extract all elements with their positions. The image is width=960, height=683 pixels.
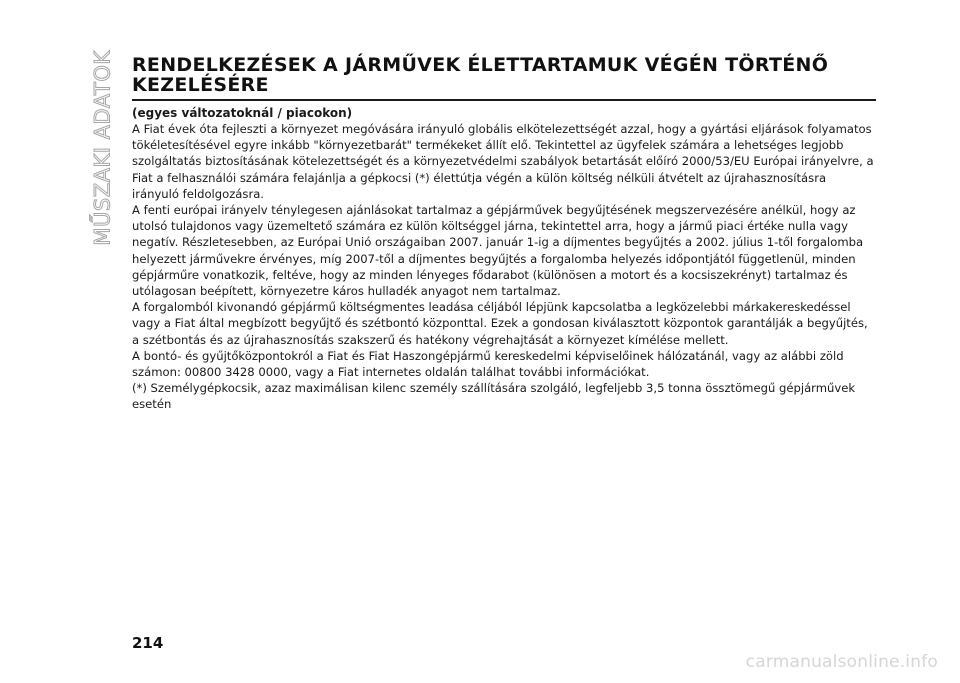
section-side-tab-label: MŰSZAKI ADATOK bbox=[91, 50, 115, 246]
footnote-paragraph: (*) Személygépkocsik, azaz maximálisan kilenc személy szállítására szolgáló, legfeljebb 3,5 tonna össztömegű gépjárművek esetén bbox=[132, 381, 856, 412]
body-paragraph: A forgalomból kivonandó gépjármű költségmentes leadása céljából lépjünk kapcsolatba a legközelebbi márkakereskedéssel vagy a Fiat által megbízott begyűjtő és szétbontó központtal. Ezek a gondosan kiválasztott központok garantálják a begyűjtés, a szétbontás és az újrahasznosítás szakszerű és hatékony végrehajtását a környezet kímélése mellett. bbox=[132, 300, 868, 347]
watermark: carmanualsonline.info bbox=[745, 652, 938, 672]
body-paragraph: A bontó- és gyűjtőközpontokról a Fiat és Fiat Haszongépjármű kereskedelmi képviselőinek hálózatánál, vagy az alábbi zöld számon: 00800 3428 0000, vagy a Fiat internetes oldalán találhat további információkat. bbox=[132, 348, 844, 380]
page-subheading: (egyes változatoknál / piacokon) bbox=[132, 106, 353, 120]
body-paragraph: A Fiat évek óta fejleszti a környezet megóvására irányuló globális elkötelezettségét azzal, hogy a gyártási eljárások folyamatos tökéletesítésével egyre inkább "környezetbarát" termékeket állít elő. Tekintettel az ügyfelek számára a lehetséges legjobb szolgáltatás biztosításának kötelezettségét és a környezetvédelmi szabályok betartását előíró 2000/53/EU Európai irányelvre, a Fiat a felhasználói számára felajánlja a gépkocsi (*) élettútja végén a külön költség nélküli átvételt az újrahasznosításra irányuló feldolgozásra. bbox=[132, 122, 874, 201]
section-side-tab bbox=[86, 50, 120, 246]
body-paragraph: A fenti európai irányelv ténylegesen ajánlásokat tartalmaz a gépjárművek begyűjtésének megszervezésére anélkül, hogy az utolsó tulajdonos vagy üzemeltető számára ez külön költséggel járna, tekintettel arra, hogy a jármű piaci értéke nulla vagy negatív. Részletesebben, az Európai Unió országaiban 2007. január 1-ig a díjmentes begyűjtés a 2002. július 1-től forgalomba helyezett járművekre érvényes, míg 2007-től a díjmentes begyűjtés a forgalomba helyezés időpontjától függetlenül, minden gépjárműre vonatkozik, feltéve, hogy az minden lényeges fődarabot (különösen a motort és a kocsiszekrényt) tartalmaz és utólagosan beépített, környezetre káros hulladék anyagot nem tartalmaz. bbox=[132, 203, 864, 299]
page-number: 214 bbox=[132, 634, 164, 652]
page-heading: RENDELKEZÉSEK A JÁRMŰVEK ÉLETTARTAMUK VÉGÉN TÖRTÉNŐ KEZELÉSÉRE bbox=[132, 55, 876, 101]
page-content bbox=[132, 55, 876, 413]
